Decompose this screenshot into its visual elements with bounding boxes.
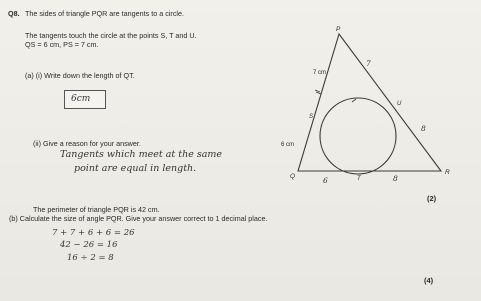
working-line-1: 7 + 7 + 6 + 6 = 26 [52, 228, 135, 238]
question-number: Q8. [8, 9, 20, 18]
handwritten-ur: 8 [421, 124, 426, 133]
length-ps-label: 7 cm [313, 70, 327, 76]
answer-qt: 6cm [71, 94, 91, 104]
tick-pu-1 [352, 99, 356, 102]
point-t-label: T [357, 176, 361, 182]
question-intro: The sides of triangle PQR are tangents to a circle. [25, 9, 185, 18]
marks-part-b: (4) [424, 276, 434, 285]
given-lengths: QS = 6 cm, PS = 7 cm. [25, 40, 99, 49]
working-line-3: 16 ÷ 2 = 8 [67, 253, 114, 263]
vertex-r-label: R [445, 169, 450, 176]
reason-line-1: Tangents which meet at the same [60, 149, 223, 160]
marks-part-a: (2) [427, 194, 437, 203]
part-b-prompt: (b) Calculate the size of angle PQR. Give your answer correct to 1 decimal place. [9, 214, 268, 223]
vertex-q-label: Q [290, 173, 296, 180]
part-a-ii-prompt: (ii) Give a reason for your answer. [33, 139, 141, 148]
handwritten-pu: 7 [366, 59, 371, 68]
handwritten-qt: 6 [323, 176, 328, 185]
handwritten-tr: 8 [393, 174, 398, 183]
tick-ps-1 [315, 90, 320, 92]
triangle-pqr [298, 34, 441, 171]
point-u-label: U [397, 101, 402, 107]
vertex-p-label: P [336, 26, 341, 33]
point-s-label: S [309, 114, 314, 120]
tangents-statement: The tangents touch the circle at the points S, T and U. [25, 31, 197, 40]
reason-line-2: point are equal in length. [74, 163, 197, 174]
part-a-i-prompt: (a) (i) Write down the length of QT. [25, 71, 135, 80]
length-qs-label: 6 cm [281, 142, 295, 148]
working-line-2: 42 − 26 = 16 [60, 240, 118, 250]
perimeter-statement: The perimeter of triangle PQR is 42 cm. [33, 205, 160, 214]
tick-ps-2 [316, 92, 321, 94]
inscribed-circle [320, 98, 396, 174]
